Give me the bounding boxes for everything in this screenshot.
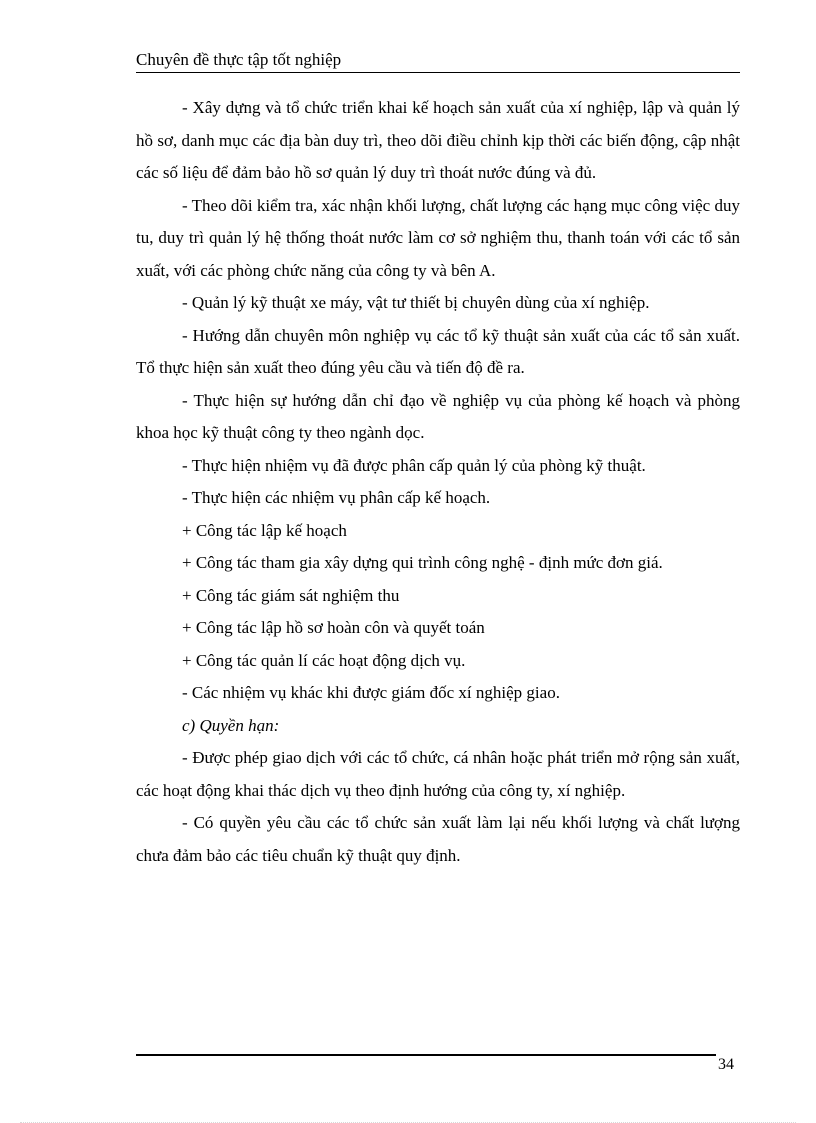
list-item: + Công tác quản lí các hoạt động dịch vụ.	[182, 650, 466, 670]
document-body	[136, 92, 740, 872]
list-item: + Công tác lập kế hoạch	[182, 520, 347, 540]
paragraph-rights-rework: - Có quyền yêu cầu các tổ chức sản xuất làm lại nếu khối lượng và chất lượng chưa đảm bảo các tiêu chuẩn kỹ thuật quy định.	[136, 813, 740, 865]
page-header	[136, 50, 740, 73]
page-number: 34	[718, 1056, 734, 1073]
list-item: + Công tác lập hồ sơ hoàn côn và quyết toán	[182, 618, 485, 637]
paragraph-guidance: - Hướng dẫn chuyên môn nghiệp vụ các tổ kỹ thuật sản xuất của các tổ sản xuất. Tổ thực hiện sản xuất theo đúng yêu cầu và tiến độ đề ra.	[136, 325, 740, 377]
paragraph-other-tasks: - Các nhiệm vụ khác khi được giám đốc xí nghiệp giao.	[182, 683, 560, 702]
paragraph-planning: - Xây dựng và tổ chức triển khai kế hoạch sản xuất của xí nghiệp, lập và quản lý hồ sơ, danh mục các địa bàn duy trì, theo dõi điều chỉnh kịp thời các biến động, cập nhật các số liệu để đảm bảo hồ sơ quản lý duy trì thoát nước đúng và đủ.	[136, 98, 740, 182]
paragraph-equipment: - Quản lý kỹ thuật xe máy, vật tư thiết bị chuyên dùng của xí nghiệp.	[182, 293, 650, 312]
paragraph-rights-transactions: - Được phép giao dịch với các tổ chức, cá nhân hoặc phát triển mở rộng sản xuất, các hoạt động khai thác dịch vụ theo định hướng của công ty, xí nghiệp.	[136, 748, 740, 800]
section-heading: c) Quyền hạn:	[182, 715, 280, 735]
paragraph-inspection: - Theo dõi kiểm tra, xác nhận khối lượng, chất lượng các hạng mục công việc duy tu, duy trì quản lý hệ thống thoát nước làm cơ sở nghiệm thu, thanh toán với các tổ sản xuất, với các phòng chức năng của công ty và bên A.	[136, 195, 740, 280]
list-item: + Công tác tham gia xây dựng qui trình công nghệ - định mức đơn giá.	[182, 553, 663, 572]
footer-divider	[136, 1054, 716, 1056]
paragraph-plan-tasks: - Thực hiện các nhiệm vụ phân cấp kế hoạch.	[182, 488, 491, 507]
header-title: Chuyên đề thực tập tốt nghiệp	[136, 50, 342, 69]
paragraph-direction: - Thực hiện sự hướng dẫn chỉ đạo về nghiệp vụ của phòng kế hoạch và phòng khoa học kỹ thuật công ty theo ngành dọc.	[136, 390, 740, 442]
paragraph-delegated-tasks: - Thực hiện nhiệm vụ đã được phân cấp quản lý của phòng kỹ thuật.	[182, 455, 646, 475]
list-item: + Công tác giám sát nghiệm thu	[182, 585, 400, 605]
